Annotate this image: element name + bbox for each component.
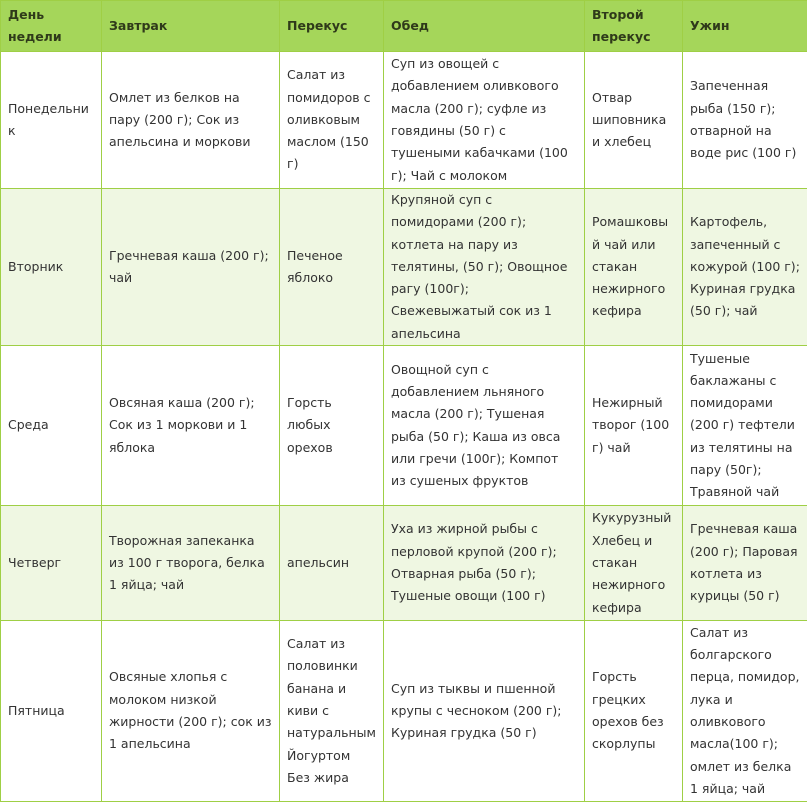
cell-day: Среда (1, 346, 102, 506)
cell-breakfast: Омлет из белков на пару (200 г); Сок из апельсина и моркови (102, 52, 280, 189)
cell-snack: Печеное яблоко (280, 189, 384, 346)
cell-dinner: Гречневая каша (200 г); Паровая котлета из курицы (50 г) (683, 506, 807, 621)
table-row (1, 52, 807, 189)
cell-lunch: Суп из тыквы и пшенной крупы с чесноком (200 г); Куриная грудка (50 г) (384, 621, 585, 802)
cell-second-snack: Кукурузный Хлебец и стакан нежирного кефира (585, 506, 683, 621)
table-row (1, 506, 807, 621)
cell-breakfast: Гречневая каша (200 г); чай (102, 189, 280, 346)
cell-lunch: Крупяной суп с помидорами (200 г); котлета на пару из телятины, (50 г); Овощное рагу (100г); Свежевыжатый сок из 1 апельсина (384, 189, 585, 346)
cell-dinner: Картофель, запеченный с кожурой (100 г); Куриная грудка (50 г); чай (683, 189, 807, 346)
header-second-snack: Второй перекус (585, 1, 683, 52)
cell-day: Понедельник (1, 52, 102, 189)
cell-lunch: Овощной суп с добавлением льняного масла (200 г); Тушеная рыба (50 г); Каша из овса или гречи (100г); Компот из сушеных фруктов (384, 346, 585, 506)
table-row (1, 621, 807, 802)
cell-second-snack: Горсть грецких орехов без скорлупы (585, 621, 683, 802)
cell-dinner: Тушеные баклажаны с помидорами (200 г) тефтели из телятины на пару (50г); Травяной чай (683, 346, 807, 506)
cell-snack: Салат из половинки банана и киви с натуральным Йогуртом Без жира (280, 621, 384, 802)
table-header-row (1, 1, 807, 52)
cell-breakfast: Творожная запеканка из 100 г творога, белка 1 яйца; чай (102, 506, 280, 621)
cell-second-snack: Ромашковый чай или стакан нежирного кефира (585, 189, 683, 346)
cell-dinner: Запеченная рыба (150 г); отварной на воде рис (100 г) (683, 52, 807, 189)
cell-snack: Салат из помидоров с оливковым маслом (150 г) (280, 52, 384, 189)
cell-second-snack: Отвар шиповника и хлебец (585, 52, 683, 189)
cell-second-snack: Нежирный творог (100 г) чай (585, 346, 683, 506)
cell-day: Вторник (1, 189, 102, 346)
cell-day: Четверг (1, 506, 102, 621)
header-dinner: Ужин (683, 1, 807, 52)
cell-dinner: Салат из болгарского перца, помидор, лука и оливкового масла(100 г); омлет из белка 1 яйца; чай (683, 621, 807, 802)
table-row (1, 346, 807, 506)
table-row (1, 189, 807, 346)
cell-lunch: Уха из жирной рыбы с перловой крупой (200 г); Отварная рыба (50 г); Тушеные овощи (100 г) (384, 506, 585, 621)
cell-snack: апельсин (280, 506, 384, 621)
cell-lunch: Суп из овощей с добавлением оливкового масла (200 г); суфле из говядины (50 г) с тушеными кабачками (100 г); Чай с молоком (384, 52, 585, 189)
cell-breakfast: Овсяные хлопья с молоком низкой жирности (200 г); сок из 1 апельсина (102, 621, 280, 802)
header-breakfast: Завтрак (102, 1, 280, 52)
cell-snack: Горсть любых орехов (280, 346, 384, 506)
header-snack: Перекус (280, 1, 384, 52)
header-lunch: Обед (384, 1, 585, 52)
header-day: День недели (1, 1, 102, 52)
cell-day: Пятница (1, 621, 102, 802)
cell-breakfast: Овсяная каша (200 г); Сок из 1 моркови и 1 яблока (102, 346, 280, 506)
